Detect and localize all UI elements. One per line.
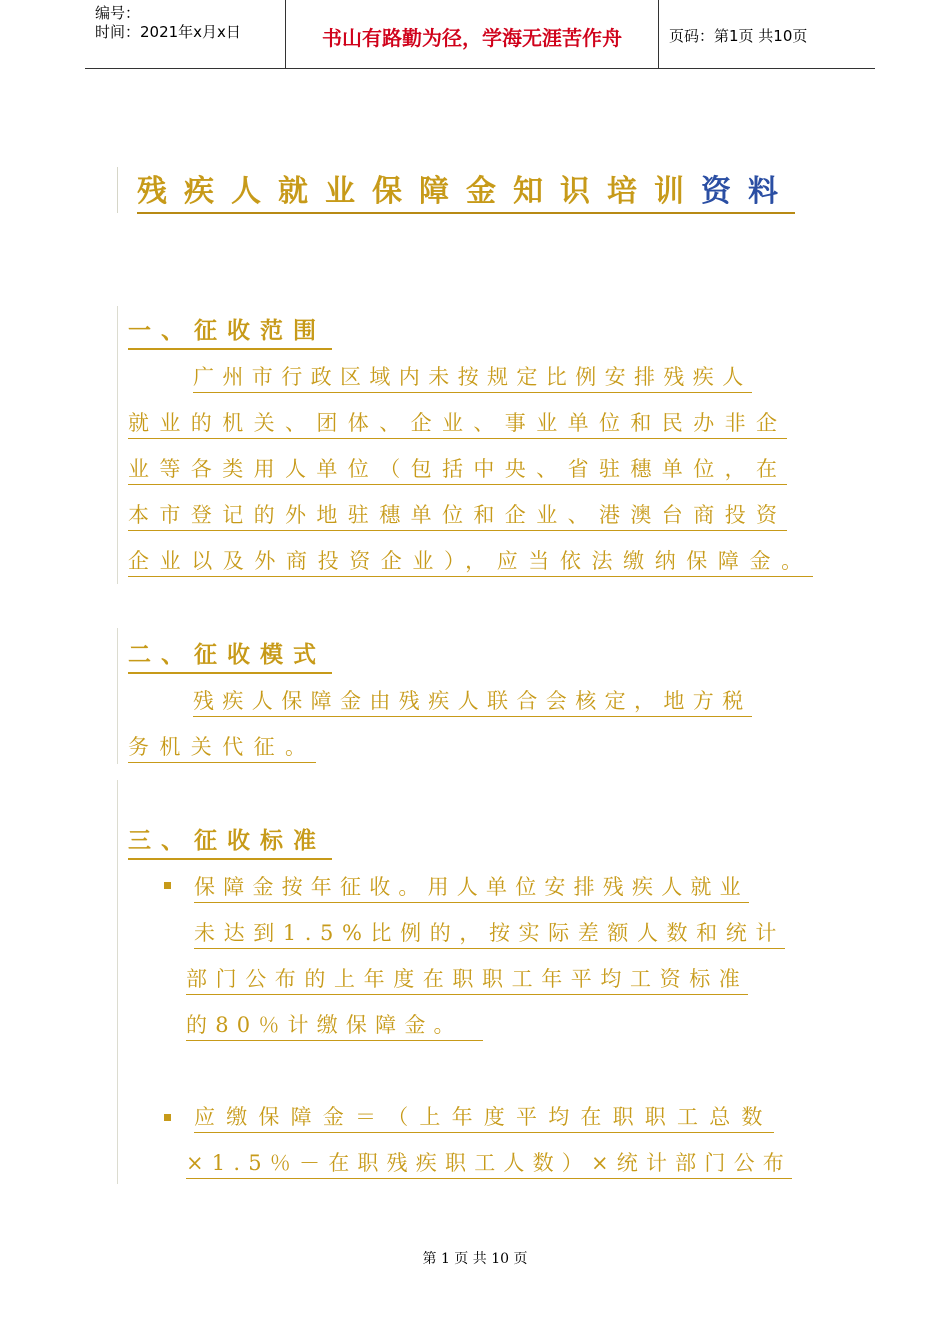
page-label: 页码：第1页 共10页: [669, 27, 808, 45]
paragraph-line: ×1.5％－在职残疾职工人数）×统计部门公布: [186, 1148, 792, 1179]
number-label: 编号：: [95, 4, 141, 22]
page-footer: 第 1 页 共 10 页: [422, 1251, 528, 1267]
paragraph-line: 企业以及外商投资企业），应当依法缴纳保障金。: [128, 546, 813, 577]
title-suffix: 资料: [701, 174, 795, 209]
section-heading-mode: 二、征收模式: [128, 638, 332, 674]
paragraph-line: 的80％计缴保障金。: [186, 1010, 483, 1041]
paragraph-line: 部门公布的上年度在职职工年平均工资标准: [186, 964, 748, 995]
paragraph-line: 残疾人保障金由残疾人联合会核定，地方税: [193, 686, 752, 717]
paragraph-line: 保障金按年征收。用人单位安排残疾人就业: [194, 872, 749, 903]
paragraph-line: 本市登记的外地驻穗单位和企业、港澳台商投资: [128, 500, 787, 531]
margin-guide: [117, 306, 118, 584]
title-margin-line: [117, 167, 118, 213]
time-label: 时间：2021年x月x日: [95, 23, 241, 41]
paragraph-line: 业等各类用人单位（包括中央、省驻穗单位，在: [128, 454, 787, 485]
header-motto-cell: [286, 0, 659, 68]
header-meta-cell: [85, 0, 286, 68]
paragraph-line: 应缴保障金＝（上年度平均在职职工总数: [194, 1102, 774, 1133]
paragraph-line: 就业的机关、团体、企业、事业单位和民办非企: [128, 408, 787, 439]
paragraph-line: 未达到1.5%比例的，按实际差额人数和统计: [194, 918, 785, 949]
bullet-square-icon: [164, 1114, 171, 1121]
document-header: [85, 0, 875, 69]
section-heading-scope: 一、征收范围: [128, 314, 332, 350]
title-main: 残疾人就业保障金知识培训: [137, 174, 701, 209]
section-heading-standard: 三、征收标准: [128, 824, 332, 860]
paragraph-line: 务机关代征。: [128, 732, 316, 763]
margin-guide: [117, 628, 118, 764]
document-title: [137, 172, 795, 214]
bullet-square-icon: [164, 882, 171, 889]
motto: 书山有路勤为径，学海无涯苦作舟: [322, 26, 622, 50]
margin-guide: [117, 780, 118, 1184]
header-page-cell: [659, 0, 875, 68]
paragraph-line: 广州市行政区域内未按规定比例安排残疾人: [193, 362, 752, 393]
